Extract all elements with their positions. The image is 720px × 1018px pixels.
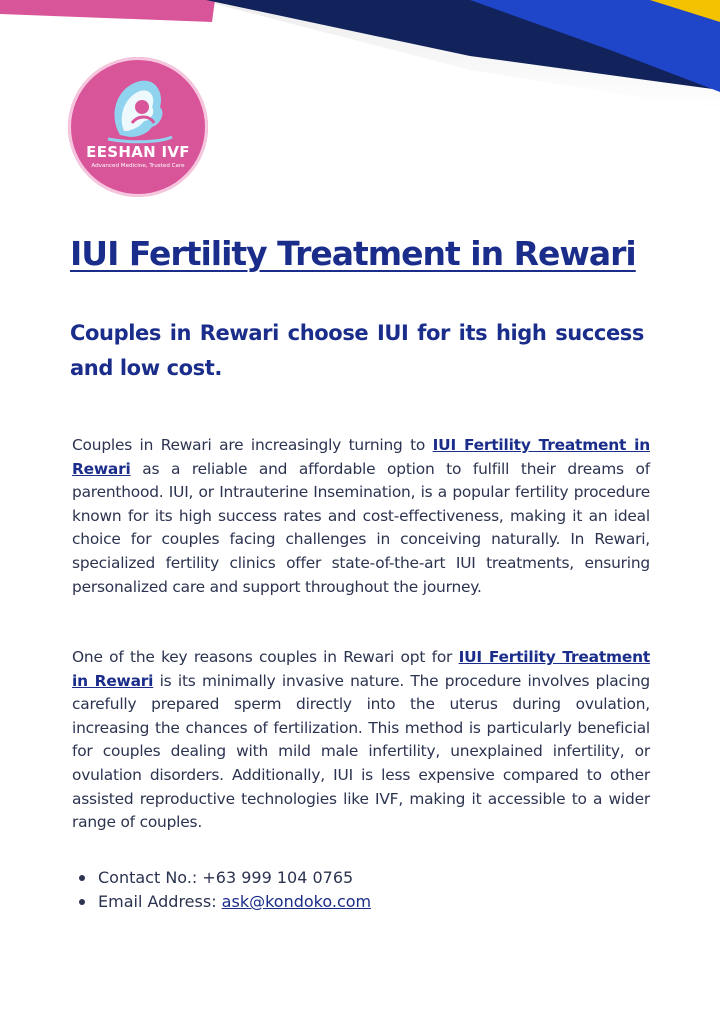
email-link[interactable]: ask@kondoko.com [221, 892, 372, 911]
email-label: Email Address: [98, 892, 222, 911]
phone-number: +63 999 104 0765 [202, 868, 354, 887]
bullet-icon [79, 875, 85, 881]
pink-stripe [0, 0, 215, 22]
contact-list [78, 866, 371, 914]
paragraph-2 [72, 646, 650, 835]
paragraph-1-intro: Couples in Rewari are increasingly turning to [72, 436, 433, 454]
iui-treatment-link-2[interactable]: IUI Fertility Treatment in Rewari [72, 648, 650, 690]
clinic-logo [68, 57, 208, 197]
logo-name: EESHAN IVF [86, 143, 190, 161]
paragraph-2-intro: One of the key reasons couples in Rewari opt for [72, 648, 459, 666]
paragraph-1-body: as a reliable and affordable option to fulfill their dreams of parenthood. IUI, or Intrauterine Insemination, is a popular fertility procedure known for its high success rates and cost-effectiveness, making it an ideal choice for couples facing challenges in conceiving naturally. In Rewari, specialized fertility clinics offer state-of-the-art IUI treatments, ensuring personalized care and support throughout the journey. [72, 459, 650, 596]
page-subtitle: Couples in Rewari choose IUI for its high success and low cost. [70, 321, 644, 380]
paragraph-2-body: is its minimally invasive nature. The procedure involves placing carefully prepared sperm directly into the uterus during ovulation, increasing the chances of fertilization. This method is particularly beneficial for couples dealing with mild male infertility, unexplained infertility, or ovulation disorders. Additionally, IUI is less expensive compared to other assisted reproductive technologies like IVF, making it accessible to a wider range of couples. [72, 671, 650, 832]
logo-tagline: Advanced Medicine, Trusted Care [91, 163, 185, 169]
paragraph-1 [72, 434, 650, 599]
mother-child-icon [68, 57, 208, 197]
iui-treatment-link[interactable]: IUI Fertility Treatment in Rewari [72, 436, 650, 478]
contact-phone-item [78, 866, 371, 890]
phone-label: Contact No.: [98, 868, 203, 887]
contact-email-item [78, 890, 371, 914]
page-title: IUI Fertility Treatment in Rewari [70, 234, 636, 273]
bullet-icon [79, 899, 85, 905]
